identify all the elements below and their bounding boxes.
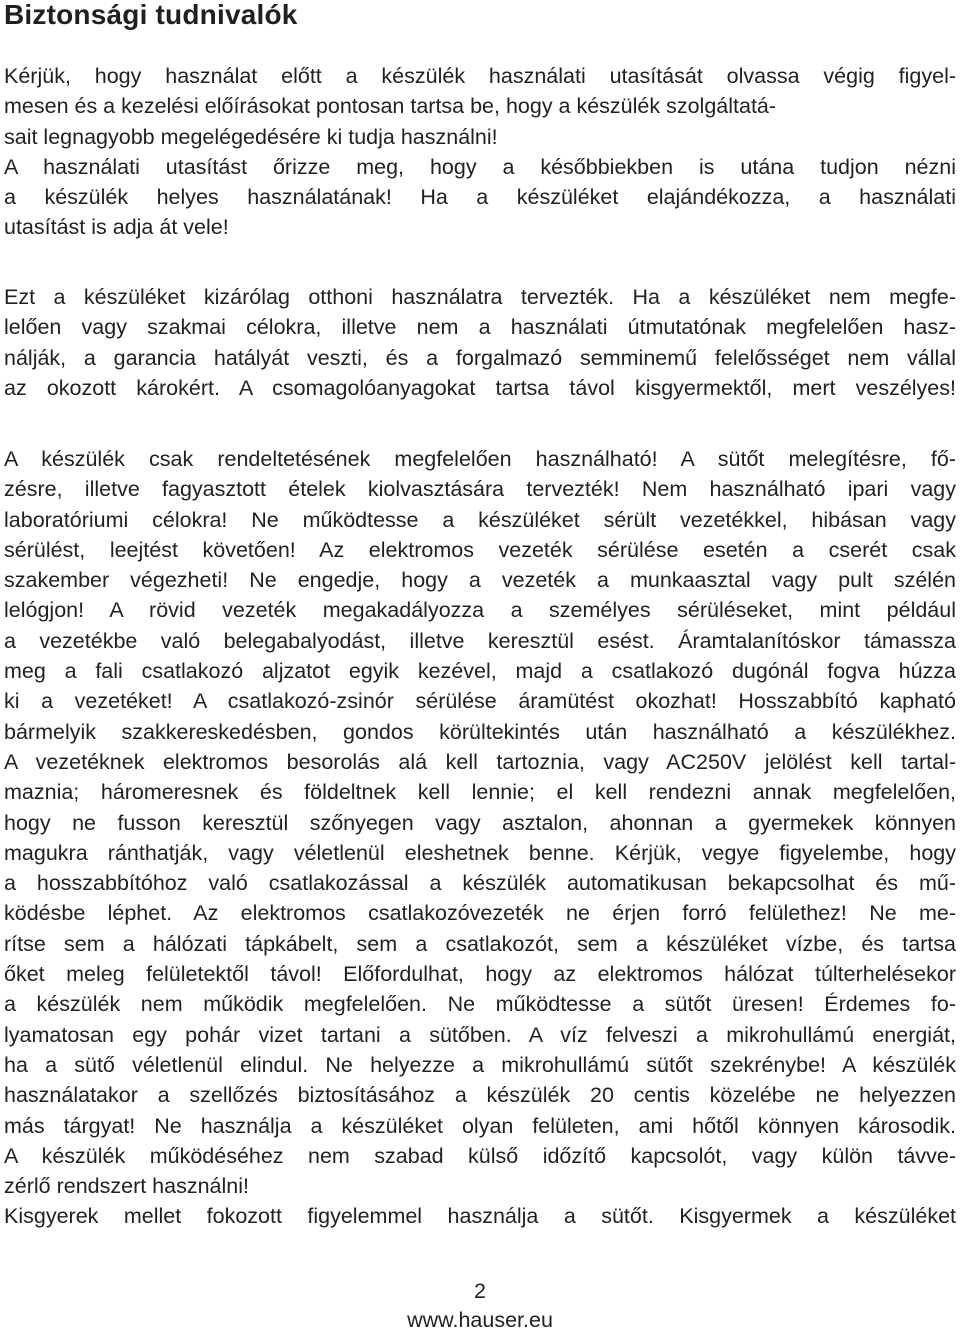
text-line: Ezt a készüléket kizárólag otthoni használatra tervezték. Ha a készüléket nem megfe- [4,285,956,309]
text-line: zésre, illetve fagyasztott ételek kiolvasztására tervezték! Nem használható ipari vagy [4,477,956,502]
text-line: magukra ránthatják, vagy véletlenül eleshetnek benne. Kérjük, vegye figyelembe, hogy [4,840,956,865]
text-line: szakember végezheti! Ne engedje, hogy a vezeték a munkaasztal vagy pult szélén [4,568,956,593]
text-line: ki a vezetéket! A csatlakozó-zsinór sérülése áramütést okozhat! Hosszabbító kapható [4,689,956,714]
text-line: a készülék nem működik megfelelően. Ne működtesse a sütőt üresen! Érdemes fo- [4,992,956,1017]
intended-use-paragraph [4,282,956,403]
text-line: rítse sem a hálózati tápkábelt, sem a csatlakozót, sem a készüléket vízbe, és tartsa [4,931,956,956]
text-line: A vezetéknek elektromos besorolás alá kell tartoznia, vagy AC250V jelölést kell tartal- [4,749,956,774]
text-line: laboratóriumi célokra! Ne működtesse a készüléket sérült vezetékkel, hibásan vagy [4,507,956,532]
page-number: 2 [474,1279,486,1303]
text-line: mesen és a kezelési előírásokat pontosan tartsa be, hogy a készülék szolgáltatá- [4,94,777,119]
text-line: hogy ne fusson keresztül szőnyegen vagy asztalon, ahonnan a gyermekek könnyen [4,810,956,835]
text-line: meg a fali csatlakozó aljzatot egyik kezével, majd a csatlakozó dugónál fogva húzza [4,659,956,684]
text-line: lelően vagy szakmai célokra, illetve nem a használati útmutatónak megfelelően hasz- [4,315,956,340]
text-line: sérülést, leejtést követően! Az elektromos vezeték sérülése esetén a cserét csak [4,537,956,562]
text-line: Kérjük, hogy használat előtt a készülék használati utasítását olvassa végig figyel- [4,64,956,88]
section-heading: Biztonsági tudnivalók [4,0,298,30]
text-line: az okozott károkért. A csomagolóanyagokat tartsa távol kisgyermektől, mert veszélyes! [4,375,956,400]
text-line: A használati utasítást őrizze meg, hogy a későbbiekben is utána tudjon nézni [4,154,956,179]
text-line: lelógjon! A rövid vezeték megakadályozza a személyes sérüléseket, mint például [4,598,956,623]
manual-page [4,0,956,1331]
text-line: nálják, a garancia hatályát veszti, és a forgalmazó semminemű felelősséget nem vállal [4,345,956,370]
text-line: A készülék csak rendeltetésének megfelelően használható! A sütőt melegítésre, fő- [4,447,956,471]
text-line: zérlő rendszert használni! [4,1174,249,1199]
text-line: ha a sütő véletlenül elindul. Ne helyezze a mikrohullámú sütőt szekrénybe! A készülék [4,1052,956,1077]
text-line: lyamatosan egy pohár vizet tartani a sütőben. A víz felveszi a mikrohullámú energiát, [4,1022,956,1047]
text-line: A készülék működéséhez nem szabad külső időzítő kapcsolót, vagy külön távve- [4,1143,956,1168]
text-line: sait legnagyobb megelégedésére ki tudja használni! [4,124,498,149]
text-line: bármelyik szakkereskedésben, gondos körültekintés után használható a készülékhez. [4,719,956,744]
intro-paragraph [4,61,956,243]
text-line: őket meleg felületektől távol! Előfordulhat, hogy az elektromos hálózat túlterhelésekor [4,962,956,987]
text-line: maznia; háromeresnek és földeltnek kell lennie; el kell rendezni annak megfelelően, [4,780,956,805]
website-url: www.hauser.eu [407,1308,553,1332]
safety-paragraph [4,444,956,1232]
text-line: a készülék helyes használatának! Ha a készüléket elajándékozza, a használati [4,185,956,210]
text-line: más tárgyat! Ne használja a készüléket olyan felületen, ami hőtől könnyen károsodik. [4,1113,956,1138]
text-line: ködésbe léphet. Az elektromos csatlakozóvezeték ne érjen forró felülethez! Ne me- [4,901,956,926]
text-line: Kisgyerek mellet fokozott figyelemmel használja a sütőt. Kisgyermek a készüléket [4,1204,956,1229]
text-line: használatakor a szellőzés biztosításához a készülék 20 centis közelébe ne helyezzen [4,1083,956,1108]
text-line: a vezetékbe való belegabalyodást, illetve keresztül esést. Áramtalanítóskor támassza [4,628,956,653]
text-line: utasítást is adja át vele! [4,215,229,240]
text-line: a hosszabbítóhoz való csatlakozással a készülék automatikusan bekapcsolhat és mű- [4,871,956,896]
